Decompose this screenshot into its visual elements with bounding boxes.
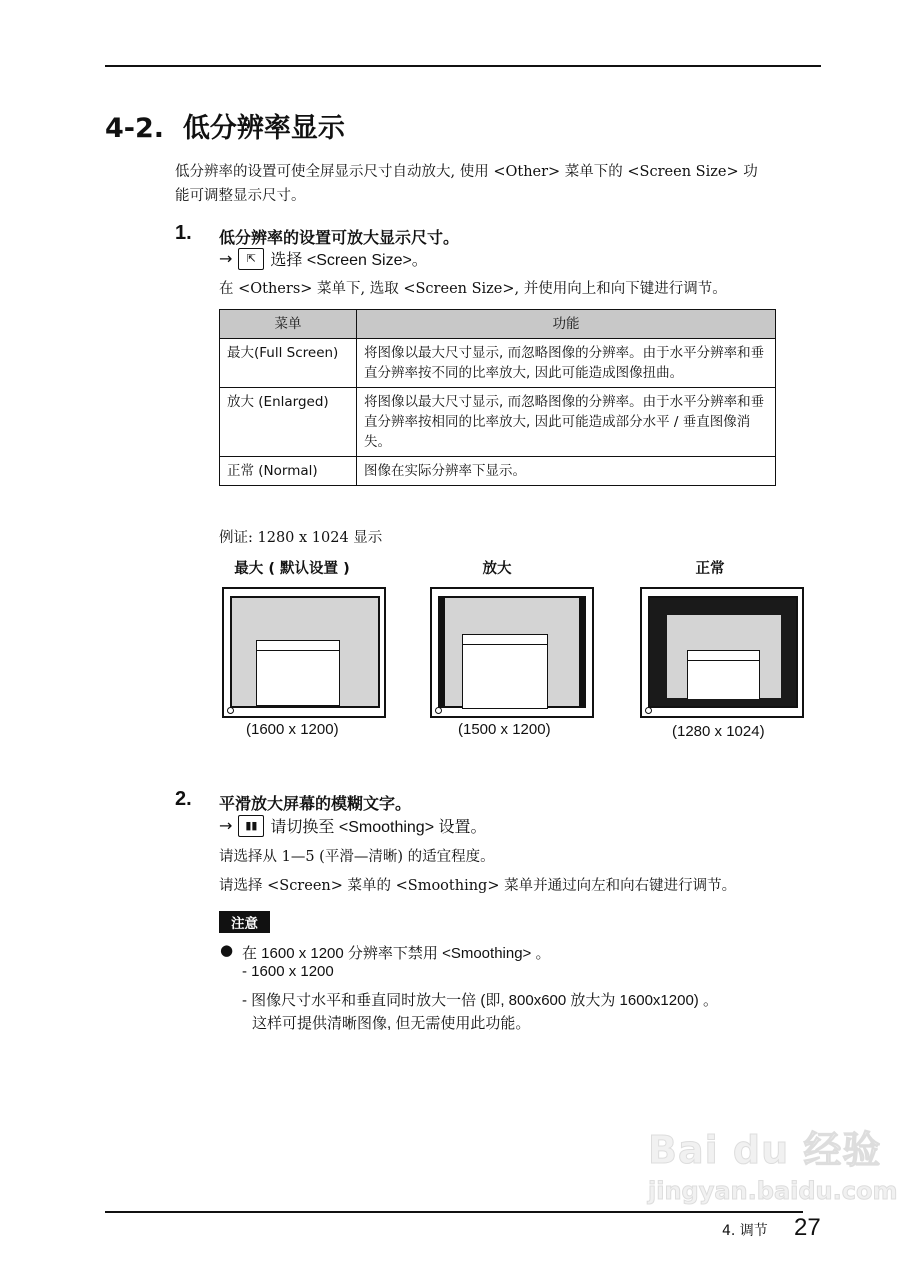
smoothing-icon: ▮▮ bbox=[238, 815, 264, 837]
power-button-icon bbox=[227, 707, 234, 714]
arrow-icon: → bbox=[219, 249, 233, 268]
example-label: 例证: 1280 x 1024 显示 bbox=[219, 530, 383, 546]
screen-size-table bbox=[219, 309, 776, 486]
note-item: 在 1600 x 1200 分辨率下禁用 <Smoothing> 。 bbox=[242, 945, 551, 962]
table-header: 菜单 bbox=[220, 310, 357, 339]
window-graphic bbox=[687, 650, 760, 699]
table-row bbox=[220, 388, 776, 457]
arrow-icon: → bbox=[219, 816, 233, 835]
step-number: 2. bbox=[175, 788, 192, 810]
power-button-icon bbox=[435, 707, 442, 714]
watermark-logo: Bai du 经验 bbox=[648, 1128, 882, 1172]
page-number: 27 bbox=[794, 1214, 821, 1241]
menu-cell: 放大 (Enlarged) bbox=[220, 388, 357, 457]
step-action: 请切换至 <Smoothing> 设置。 bbox=[270, 819, 487, 836]
monitor-full-screen bbox=[222, 587, 386, 718]
diagram-label: 放大 bbox=[482, 561, 512, 577]
note-item: 这样可提供清晰图像, 但无需使用此功能。 bbox=[252, 1015, 531, 1032]
note-item: - 1600 x 1200 bbox=[242, 963, 334, 980]
watermark-url: jingyan.baidu.com bbox=[648, 1177, 898, 1205]
window-graphic bbox=[256, 640, 340, 706]
step-action: 选择 <Screen Size>。 bbox=[270, 252, 428, 269]
table-header: 功能 bbox=[357, 310, 776, 339]
screen-size-icon: ⇱ bbox=[238, 248, 264, 270]
diagram-caption: (1500 x 1200) bbox=[458, 721, 551, 738]
diagram-label: 正常 bbox=[695, 561, 725, 577]
screen-area bbox=[438, 596, 586, 708]
window-graphic bbox=[462, 634, 548, 709]
function-cell: 图像在实际分辨率下显示。 bbox=[357, 457, 776, 486]
function-cell: 将图像以最大尺寸显示, 而忽略图像的分辨率。由于水平分辨率和垂直分辨率按相同的比率放大, 因此可能造成部分水平 / 垂直图像消失。 bbox=[357, 388, 776, 457]
step-description: 在 <Others> 菜单下, 选取 <Screen Size>, 并使用向上和向下键进行调节。 bbox=[219, 281, 727, 297]
note-badge: 注意 bbox=[219, 911, 270, 933]
monitor-normal bbox=[640, 587, 804, 718]
step-description: 请选择从 1—5 (平滑—清晰) 的适宜程度。 bbox=[219, 849, 495, 865]
menu-cell: 最大(Full Screen) bbox=[220, 339, 357, 388]
step-title: 平滑放大屏幕的模糊文字。 bbox=[219, 794, 412, 813]
top-rule bbox=[105, 65, 821, 67]
power-button-icon bbox=[645, 707, 652, 714]
screen-area bbox=[230, 596, 380, 708]
diagram-label: 最大 ( 默认设置 ) bbox=[234, 561, 350, 577]
table-row bbox=[220, 339, 776, 388]
menu-cell: 正常 (Normal) bbox=[220, 457, 357, 486]
table-row bbox=[220, 457, 776, 486]
step-description: 请选择 <Screen> 菜单的 <Smoothing> 菜单并通过向左和向右键进行调节。 bbox=[219, 878, 737, 894]
monitor-enlarged bbox=[430, 587, 594, 718]
bottom-rule bbox=[105, 1211, 803, 1213]
bullet-icon: ● bbox=[220, 941, 234, 959]
function-cell: 将图像以最大尺寸显示, 而忽略图像的分辨率。由于水平分辨率和垂直分辨率按不同的比率放大, 因此可能造成图像扭曲。 bbox=[357, 339, 776, 388]
step-title: 低分辨率的设置可放大显示尺寸。 bbox=[219, 228, 460, 247]
diagram-caption: (1600 x 1200) bbox=[246, 721, 339, 738]
note-item: - 图像尺寸水平和垂直同时放大一倍 (即, 800x600 放大为 1600x1200) 。 bbox=[242, 992, 718, 1009]
footer-chapter: 4. 调节 bbox=[722, 1223, 768, 1239]
diagram-caption: (1280 x 1024) bbox=[672, 723, 765, 740]
section-heading: 4-2. 低分辨率显示 bbox=[105, 113, 345, 144]
intro-paragraph: 低分辨率的设置可使全屏显示尺寸自动放大, 使用 <Other> 菜单下的 <Screen Size> 功 能可调整显示尺寸。 bbox=[175, 164, 758, 204]
step-number: 1. bbox=[175, 222, 192, 244]
screen-area bbox=[648, 596, 798, 708]
